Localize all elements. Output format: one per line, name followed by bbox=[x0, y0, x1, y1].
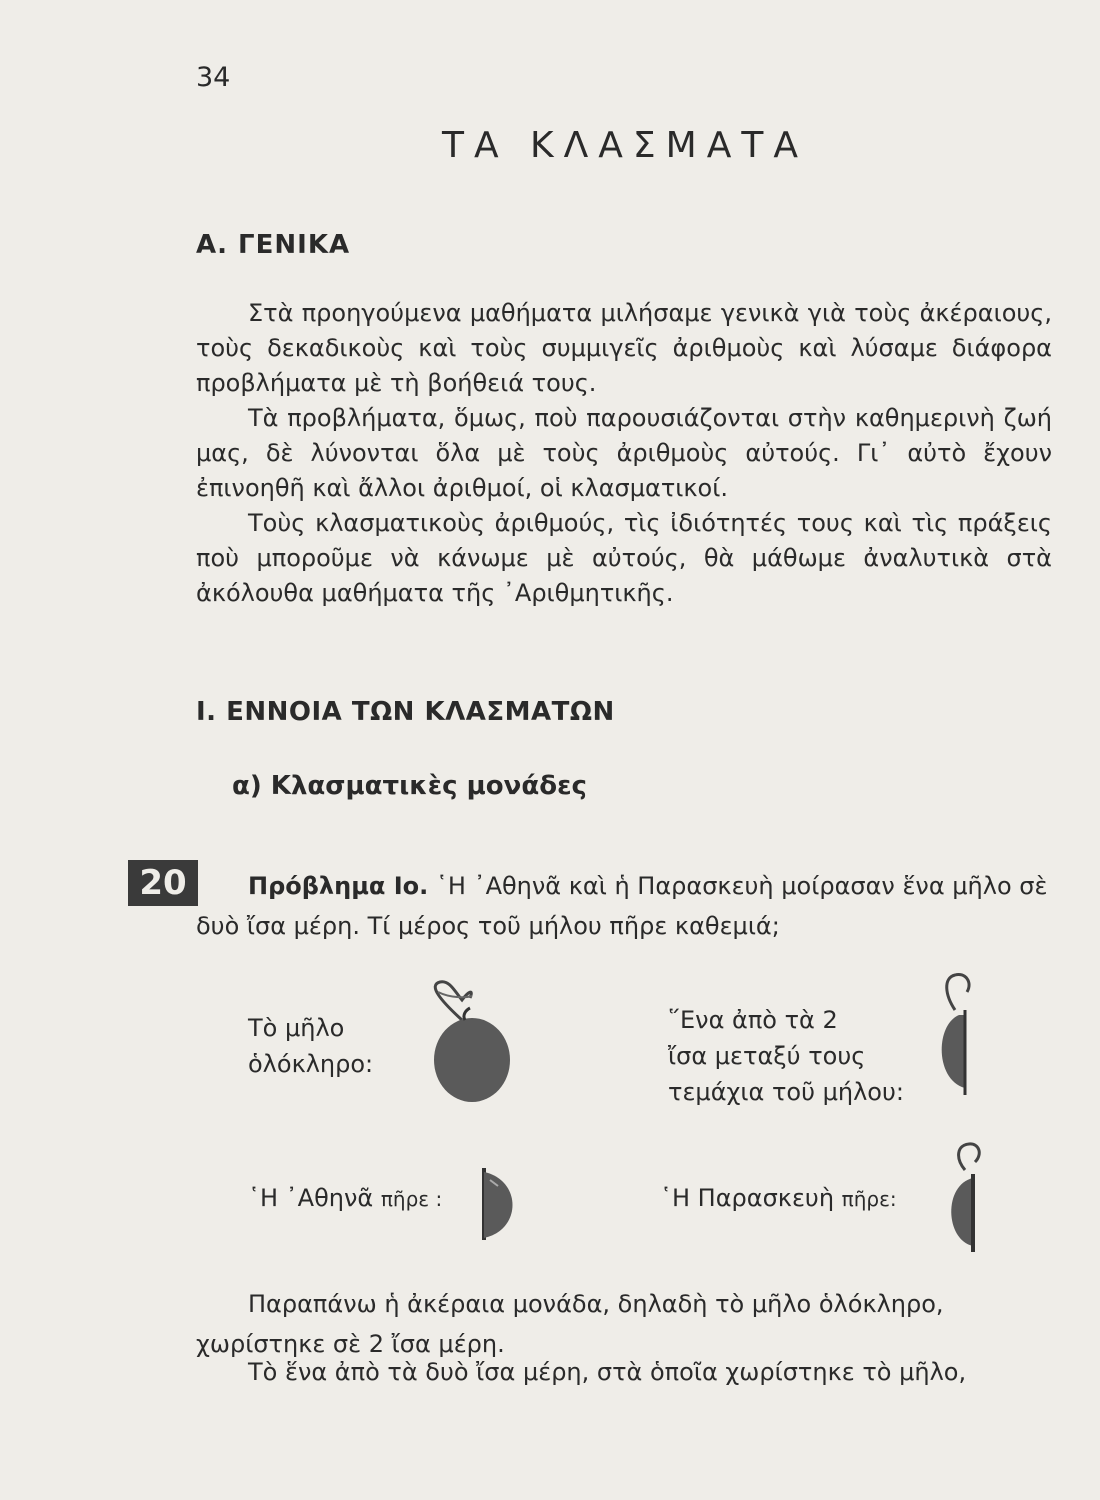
caption-half-line2: ἴσα μεταξύ τους bbox=[668, 1042, 866, 1070]
section-heading: Α. ΓΕΝΙΚΑ bbox=[196, 230, 351, 260]
caption-paraskevi-main: ῾Η Παρασκευὴ bbox=[660, 1184, 835, 1212]
subsection-heading: Ι. ΕΝΝΟΙΑ ΤΩΝ ΚΛΑΣΜΑΤΩΝ bbox=[196, 697, 615, 727]
caption-paraskevi bbox=[660, 1180, 897, 1217]
problem-text: ῾Η ᾿Αθηνᾶ καὶ ἡ Παρασκευὴ μοίρασαν ἕνα μῆλο σὲ δυὸ ἴσα μέρη. Τί μέρος τοῦ μήλου πῆρε καθεμιά; bbox=[196, 872, 1048, 940]
chapter-title: ΤΑ ΚΛΑΣΜΑΤΑ bbox=[442, 125, 808, 166]
bottom-paragraph-1: Παραπάνω ἡ ἀκέραια μονάδα, δηλαδὴ τὸ μῆλο ὁλόκληρο, χωρίστηκε σὲ 2 ἴσα μέρη. bbox=[196, 1290, 944, 1358]
caption-half-line3: τεμάχια τοῦ μήλου: bbox=[668, 1078, 904, 1106]
paragraph-3: Τοὺς κλασματικοὺς ἀριθμούς, τὶς ἰδιότητές τους καὶ τὶς πράξεις ποὺ μποροῦμε νὰ κάνωμε μὲ αὐτούς, θὰ μάθωμε ἀναλυτικὰ στὰ ἀκόλουθα μαθήματα τῆς ᾿Αριθμητικῆς. bbox=[196, 509, 1052, 607]
caption-half bbox=[668, 1002, 904, 1110]
athena-half-apple-illustration bbox=[472, 1160, 532, 1250]
caption-whole-apple bbox=[248, 1010, 373, 1082]
bottom-paragraph-2: Τὸ ἕνα ἀπὸ τὰ δυὸ ἴσα μέρη, στὰ ὁποῖα χωρίστηκε τὸ μῆλο, bbox=[248, 1358, 967, 1386]
problem-number-badge: 20 bbox=[128, 860, 198, 906]
page-number: 34 bbox=[196, 62, 231, 93]
caption-half-line1: ῞Ενα ἀπὸ τὰ 2 bbox=[668, 1006, 838, 1034]
caption-athena-took: πῆρε : bbox=[380, 1187, 443, 1211]
caption-athena-main: ῾Η ᾿Αθηνᾶ bbox=[248, 1184, 374, 1212]
problem-label: Πρόβλημα Ιο. bbox=[248, 872, 429, 900]
paraskevi-half-apple-illustration bbox=[935, 1140, 1005, 1260]
caption-whole-line2: ὁλόκληρο: bbox=[248, 1050, 374, 1078]
caption-whole-line1: Τὸ μῆλο bbox=[248, 1014, 345, 1042]
caption-athena bbox=[248, 1180, 442, 1217]
problem-statement bbox=[196, 866, 1056, 946]
paragraph-1: Στὰ προηγούμενα μαθήματα μιλήσαμε γενικὰ γιὰ τοὺς ἀκέραιους, τοὺς δεκαδικοὺς καὶ τοὺς συμμιγεῖς ἀριθμοὺς καὶ λύσαμε διάφορα προβλήματα μὲ τὴ βοήθειά τους. bbox=[196, 299, 1052, 397]
whole-apple-illustration bbox=[410, 980, 530, 1110]
subsubsection-heading: α) Κλασματικὲς μονάδες bbox=[232, 771, 587, 801]
paragraph-2: Τὰ προβλήματα, ὅμως, ποὺ παρουσιάζονται στὴν καθημερινὴ ζωή μας, δὲ λύνονται ὅλα μὲ τοὺς ἀριθμοὺς αὐτούς. Γι᾿ αὐτὸ ἔχουν ἐπινοηθῆ καὶ ἄλλοι ἀριθμοί, οἱ κλασματικοί. bbox=[196, 404, 1052, 502]
caption-paraskevi-took: πῆρε: bbox=[841, 1187, 897, 1211]
half-apple-illustration bbox=[925, 970, 1005, 1110]
